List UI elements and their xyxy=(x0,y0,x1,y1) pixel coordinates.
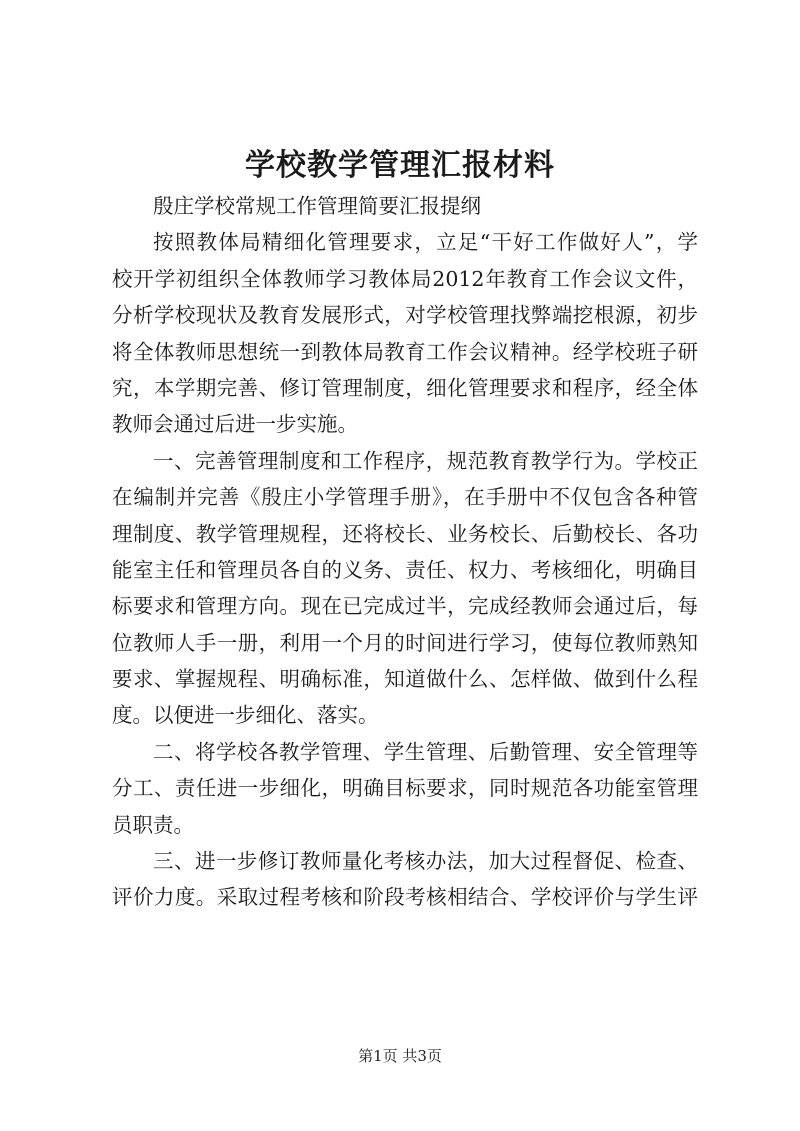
paragraph-line: 一、完善管理制度和工作程序，规范教育教学行为。学校正 xyxy=(153,448,698,473)
paragraph-line: 位教师人手一册，利用一个月的时间进行学习，使每位教师熟知 xyxy=(112,630,698,655)
paragraph-line: 要求、掌握规程、明确标准，知道做什么、怎样做、做到什么程 xyxy=(112,667,698,692)
paragraph-line: 度。以便进一步细化、落实。 xyxy=(112,703,379,728)
paragraph-line: 校开学初组织全体教师学习教体局2012年教育工作会议文件， xyxy=(112,266,698,291)
paragraph-line: 按照教体局精细化管理要求，立足“干好工作做好人”，学 xyxy=(153,230,698,255)
document-title: 学校教学管理汇报材料 xyxy=(245,148,555,183)
paragraph-line: 二、将学校各教学管理、学生管理、后勤管理、安全管理等 xyxy=(153,739,698,764)
paragraph-line: 分工、责任进一步细化，明确目标要求，同时规范各功能室管理 xyxy=(112,776,698,801)
paragraph-line: 将全体教师思想统一到教体局教育工作会议精神。经学校班子研 xyxy=(112,339,698,364)
paragraph-line: 在编制并完善《殷庄小学管理手册》，在手册中不仅包含各种管 xyxy=(112,485,698,510)
page-footer: 第1页 共3页 xyxy=(358,1047,442,1065)
paragraph-line: 能室主任和管理员各自的义务、责任、权力、考核细化，明确目 xyxy=(112,557,698,582)
paragraph-line: 究，本学期完善、修订管理制度，细化管理要求和程序，经全体 xyxy=(112,375,698,400)
paragraph-line: 三、进一步修订教师量化考核办法，加大过程督促、检查、 xyxy=(153,849,698,874)
paragraph-line: 员职责。 xyxy=(112,812,194,837)
document-body xyxy=(112,188,698,916)
paragraph-line: 标要求和管理方向。现在已完成过半，完成经教师会通过后，每 xyxy=(112,594,698,619)
subtitle-line: 殷庄学校常规工作管理简要汇报提纲 xyxy=(153,194,481,218)
paragraph-line: 理制度、教学管理规程，还将校长、业务校长、后勤校长、各功 xyxy=(112,521,698,546)
paragraph-line: 教师会通过后进一步实施。 xyxy=(112,412,358,437)
paragraph-line: 分析学校现状及教育发展形式，对学校管理找弊端挖根源，初步 xyxy=(112,303,698,328)
paragraph-line: 评价力度。采取过程考核和阶段考核相结合、学校评价与学生评 xyxy=(112,885,698,910)
